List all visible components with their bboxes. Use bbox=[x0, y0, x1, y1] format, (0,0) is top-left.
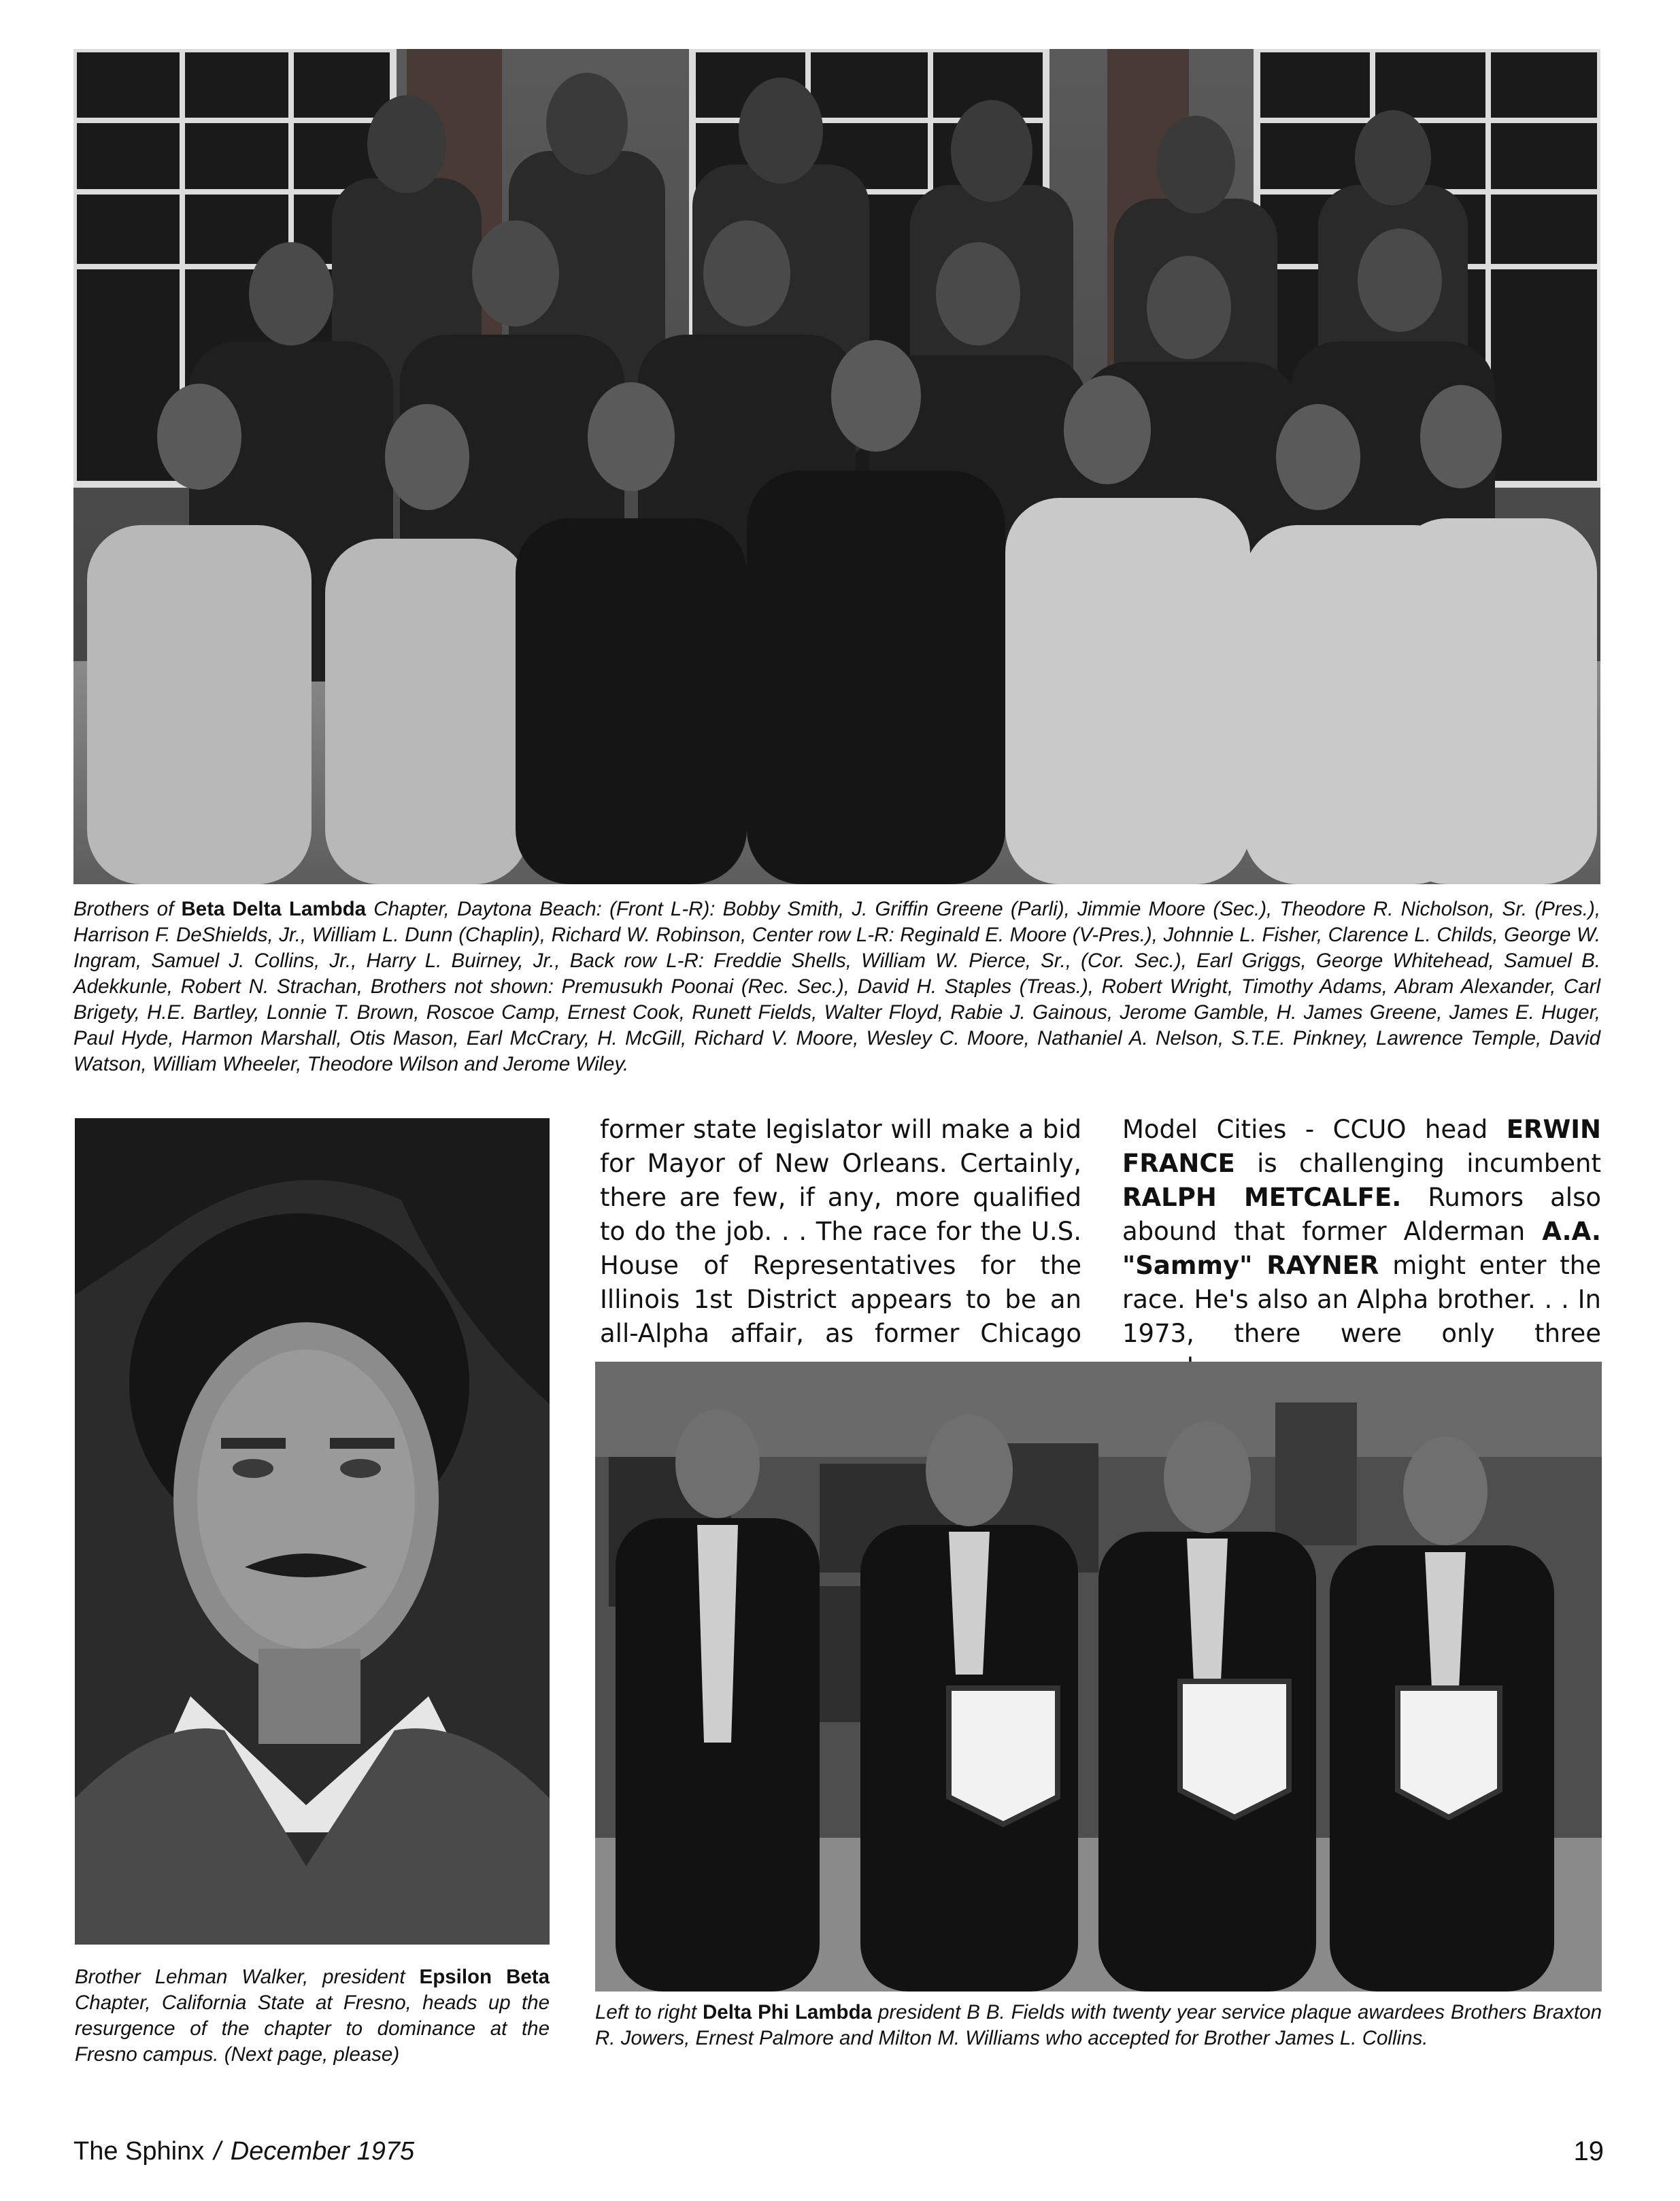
portrait-caption-body: Chapter, California State at Fresno, heads up the resurgence of the chapter to dominance at the Fresno campus. (Next page, please) bbox=[75, 1992, 550, 2066]
award-caption bbox=[595, 2000, 1602, 2051]
name-sammy-rayner: A.A. "Sammy" RAYNER bbox=[1122, 1217, 1601, 1280]
right-text-4: might enter the race. He's also an Alpha brother. . . In 1973, there were only three bbox=[1122, 1251, 1601, 1348]
portrait-caption bbox=[75, 1964, 550, 2068]
name-ralph-metcalfe: RALPH METCALFE. bbox=[1122, 1183, 1402, 1212]
award-photo bbox=[595, 1362, 1602, 1992]
award-photo-graphic bbox=[595, 1362, 1602, 1992]
portrait-caption-prefix: Brother Lehman Walker, president bbox=[75, 1966, 420, 1988]
page-number: 19 bbox=[1573, 2136, 1604, 2166]
caption-chapter-name: Beta Delta Lambda bbox=[181, 898, 367, 920]
right-text-1: Model Cities - CCUO head bbox=[1122, 1115, 1507, 1144]
group-photo-graphic bbox=[73, 49, 1600, 884]
name-erwin-france: ERWIN FRANCE bbox=[1122, 1115, 1601, 1178]
caption-body: Chapter, Daytona Beach: (Front L-R): Bobby Smith, J. Griffin Greene (Parli), Jimmie Moore (Sec.), Theodore R. Nicholson, Sr. (Pres.), Harrison F. DeShields, Jr., William L. Dunn (Chaplin), Richard W. Robinson, Center row L-R: Reginald E. Moore (V-Pres.), Johnnie L. Fisher, Clarence L. Childs, George W. Ingram, Samuel J. Collins, Jr., Harry L. Buirney, Jr., Back row L-R: Freddie Shells, William W. Pierce, Sr., (Cor. Sec.), Earl Griggs, George Whitehead, Samuel B. Adekkunle, Robert N. Strachan, Brothers not shown: Premusukh Poonai (Rec. Sec.), David H. Staples (Treas.), Robert Wright, Timothy Adams, Abram Alexander, Carl Brigety, H.E. Bartley, Lonnie T. Brown, Roscoe Camp, Ernest Cook, Runett Fields, Walter Floyd, Rabie J. Gainous, Jerome Gamble, H. James Greene, James E. Huger, Paul Hyde, Harmon Marshall, Otis Mason, Earl McCrary, H. McGill, Richard V. Moore, Wesley C. Moore, Nathaniel A. Nelson, S.T.E. Pinkney, Lawrence Temple, David Watson, William Wheeler, Theodore Wilson and Jerome Wiley. bbox=[73, 898, 1601, 1075]
article-column-left bbox=[600, 1113, 1081, 1351]
footer-slash: / bbox=[214, 2137, 221, 2166]
portrait-photo bbox=[75, 1118, 550, 1945]
award-caption-body: president B B. Fields with twenty year service plaque awardees Brothers Braxton R. Jowers, Ernest Palmore and Milton M. Williams who accepted for Brother James L. Collins. bbox=[595, 2001, 1602, 2049]
caption-prefix: Brothers of bbox=[73, 898, 182, 920]
right-text-3: Rumors also abound that former Alderman bbox=[1122, 1183, 1601, 1246]
issue-date: December 1975 bbox=[230, 2137, 415, 2166]
right-text-2: is challenging incumbent bbox=[1234, 1149, 1601, 1178]
group-photo-caption bbox=[73, 896, 1600, 1077]
article-column-left-text: former state legislator will make a bid for Mayor of New Orleans. Certainly, there are few, if any, more qualified to do the job. . . The race for the U.S. House of Representatives for the Illinois 1st District appears to be an all-Alpha affair, as former Chicago bbox=[600, 1115, 1081, 1348]
magazine-title: The Sphinx bbox=[73, 2137, 205, 2166]
award-caption-prefix: Left to right bbox=[595, 2001, 703, 2023]
award-caption-chapter: Delta Phi Lambda bbox=[703, 2001, 872, 2023]
footer-publication bbox=[73, 2136, 414, 2167]
group-photo bbox=[73, 49, 1600, 884]
portrait-photo-graphic bbox=[75, 1118, 550, 1945]
portrait-caption-chapter: Epsilon Beta bbox=[419, 1966, 550, 1988]
article-column-right bbox=[1122, 1113, 1601, 1385]
